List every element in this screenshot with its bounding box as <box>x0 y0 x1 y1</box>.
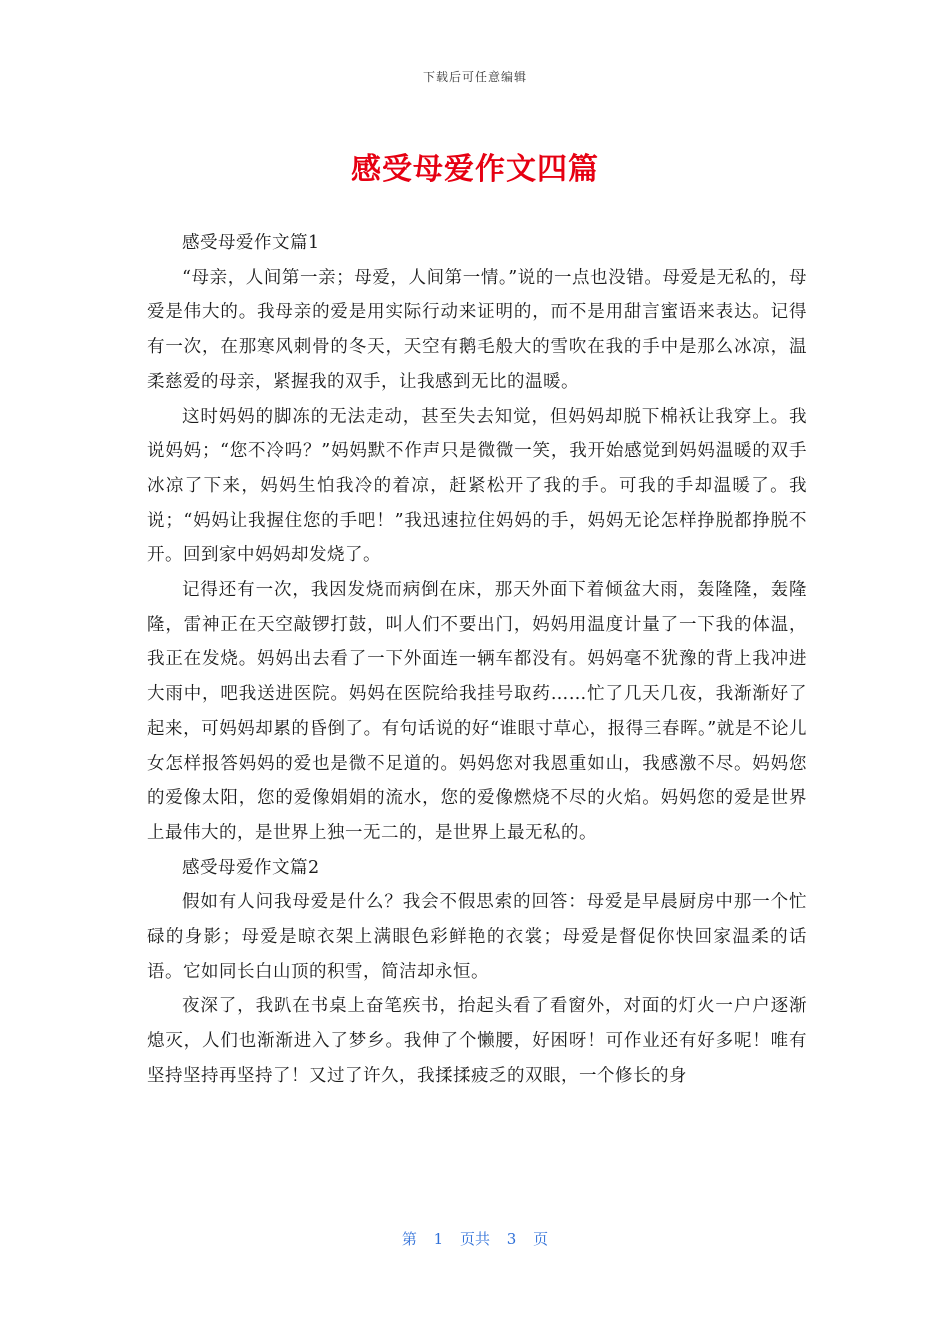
page-prefix: 第 <box>401 1230 417 1248</box>
paragraph: 记得还有一次，我因发烧而病倒在床，那天外面下着倾盆大雨，轰隆隆，轰隆隆，雷神正在天空敲锣打鼓，叫人们不要出门，妈妈用温度计量了一下我的体温，我正在发烧。妈妈出去看了一下外面连一辆车都没有。妈妈毫不犹豫的背上我冲进大雨中，吧我送进医院。妈妈在医院给我挂号取药……忙了几天几夜，我渐渐好了起来，可妈妈却累的昏倒了。有句话说的好“谁眼寸草心，报得三春晖。”就是不论儿女怎样报答妈妈的爱也是微不足道的。妈妈您对我恩重如山，我感激不尽。妈妈您的爱像太阳，您的爱像娟娟的流水，您的爱像燃烧不尽的火焰。妈妈您的爱是世界上最伟大的，是世界上独一无二的，是世界上最无私的。 <box>147 580 807 843</box>
header-note: 下载后可任意编辑 <box>422 70 527 84</box>
paragraph: 假如有人问我母爱是什么？我会不假思索的回答：母爱是早晨厨房中那一个忙碌的身影；母爱是晾衣架上满眼色彩鲜艳的衣裳；母爱是督促你快回家温柔的话语。它如同长白山顶的积雪，简洁却永恒。 <box>147 892 807 982</box>
section-heading-1: 感受母爱作文篇1 <box>182 233 320 253</box>
current-page-number: 1 <box>433 1230 444 1248</box>
paragraph: 夜深了，我趴在书桌上奋笔疾书，抬起头看了看窗外，对面的灯火一户户逐渐熄灭，人们也渐渐进入了梦乡。我伸了个懒腰，好困呀！可作业还有好多呢！唯有坚持坚持再坚持了！又过了许久，我揉揉疲乏的双眼，一个修长的身 <box>147 996 807 1086</box>
document-title: 感受母爱作文四篇 <box>351 152 599 187</box>
page-suffix: 页 <box>533 1230 549 1248</box>
total-page-count: 3 <box>506 1230 517 1248</box>
document-body <box>147 226 807 1094</box>
page-middle: 页共 <box>459 1230 490 1248</box>
paragraph: 这时妈妈的脚冻的无法走动，甚至失去知觉，但妈妈却脱下棉袄让我穿上。我说妈妈；“您不冷吗？”妈妈默不作声只是微微一笑，我开始感觉到妈妈温暖的双手冰凉了下来，妈妈生怕我冷的着凉，赶紧松开了我的手。可我的手却温暖了。我说；“妈妈让我握住您的手吧！”我迅速拉住妈妈的手，妈妈无论怎样挣脱都挣脱不开。回到家中妈妈却发烧了。 <box>147 406 807 566</box>
section-heading-2: 感受母爱作文篇2 <box>182 857 320 878</box>
paragraph: “母亲，人间第一亲；母爱，人间第一情。”说的一点也没错。母爱是无私的，母爱是伟大的。我母亲的爱是用实际行动来证明的，而不是用甜言蜜语来表达。记得有一次，在那寒风刺骨的冬天，天空有鹅毛般大的雪吹在我的手中是那么冰凉，温柔慈爱的母亲，紧握我的双手，让我感到无比的温暖。 <box>147 267 807 392</box>
page-footer <box>0 1228 950 1249</box>
